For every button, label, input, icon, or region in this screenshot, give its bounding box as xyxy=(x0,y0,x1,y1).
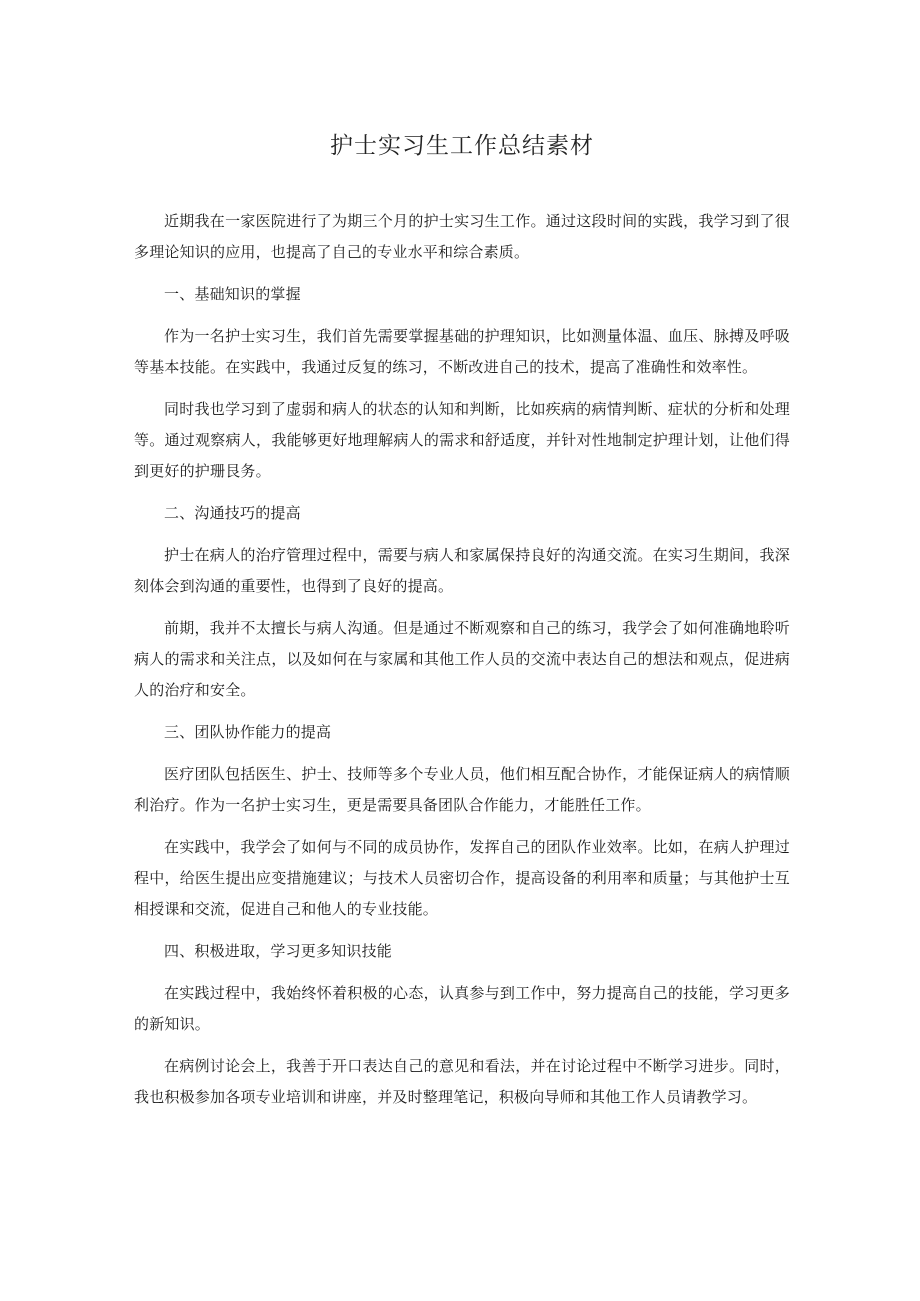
paragraph-intro: 近期我在一家医院进行了为期三个月的护士实习生工作。通过这段时间的实践，我学习到了很多理论知识的应用，也提高了自己的专业水平和综合素质。 xyxy=(134,212,790,261)
section-heading-3: 三、团队协作能力的提高 xyxy=(164,723,332,741)
paragraph-4-1: 在实践过程中，我始终怀着积极的心态，认真参与到工作中，努力提高自己的技能，学习更多的新知识。 xyxy=(134,984,790,1033)
section-heading-4: 四、积极进取，学习更多知识技能 xyxy=(164,942,393,960)
paragraph-1-1: 作为一名护士实习生，我们首先需要掌握基础的护理知识，比如测量体温、血压、脉搏及呼吸等基本技能。在实践中，我通过反复的练习，不断改进自己的技术，提高了准确性和效率性。 xyxy=(134,327,790,376)
paragraph-2-2: 前期，我并不太擅长与病人沟通。但是通过不断观察和自己的练习，我学会了如何准确地聆听病人的需求和关注点，以及如何在与家属和其他工作人员的交流中表达自己的想法和观点，促进病人的治疗和安全。 xyxy=(134,619,790,699)
paragraph-1-2: 同时我也学习到了虚弱和病人的状态的认知和判断，比如疾病的病情判断、症状的分析和处理等。通过观察病人，我能够更好地理解病人的需求和舒适度，并针对性地制定护理计划，让他们得到更好的护珊艮务。 xyxy=(134,400,790,480)
document-body xyxy=(134,206,790,1113)
paragraph-2-1: 护士在病人的治疗管理过程中，需要与病人和家属保持良好的沟通交流。在实习生期间，我深刻体会到沟通的重要性，也得到了良好的提高。 xyxy=(134,546,790,595)
paragraph-4-2: 在病例讨论会上，我善于开口表达自己的意见和看法，并在讨论过程中不断学习进步。同时，我也积极参加各项专业培训和讲座，并及时整理笔记，积极向导师和其他工作人员请教学习。 xyxy=(134,1057,790,1106)
document-title: 护士实习生工作总结素材 xyxy=(330,133,594,159)
section-heading-1: 一、基础知识的掌握 xyxy=(164,285,301,303)
paragraph-3-2: 在实践中，我学会了如何与不同的成员协作，发挥自己的团队作业效率。比如，在病人护理过程中，给医生提出应变措施建议；与技术人员密切合作，提高设备的利用率和质量；与其他护士互相授课和交流，促进自己和他人的专业技能。 xyxy=(134,838,790,918)
paragraph-3-1: 医疗团队包括医生、护士、技师等多个专业人员，他们相互配合协作，才能保证病人的病情顺利治疗。作为一名护士实习生，更是需要具备团队合作能力，才能胜任工作。 xyxy=(134,765,790,814)
section-heading-2: 二、沟通技巧的提高 xyxy=(164,504,301,522)
